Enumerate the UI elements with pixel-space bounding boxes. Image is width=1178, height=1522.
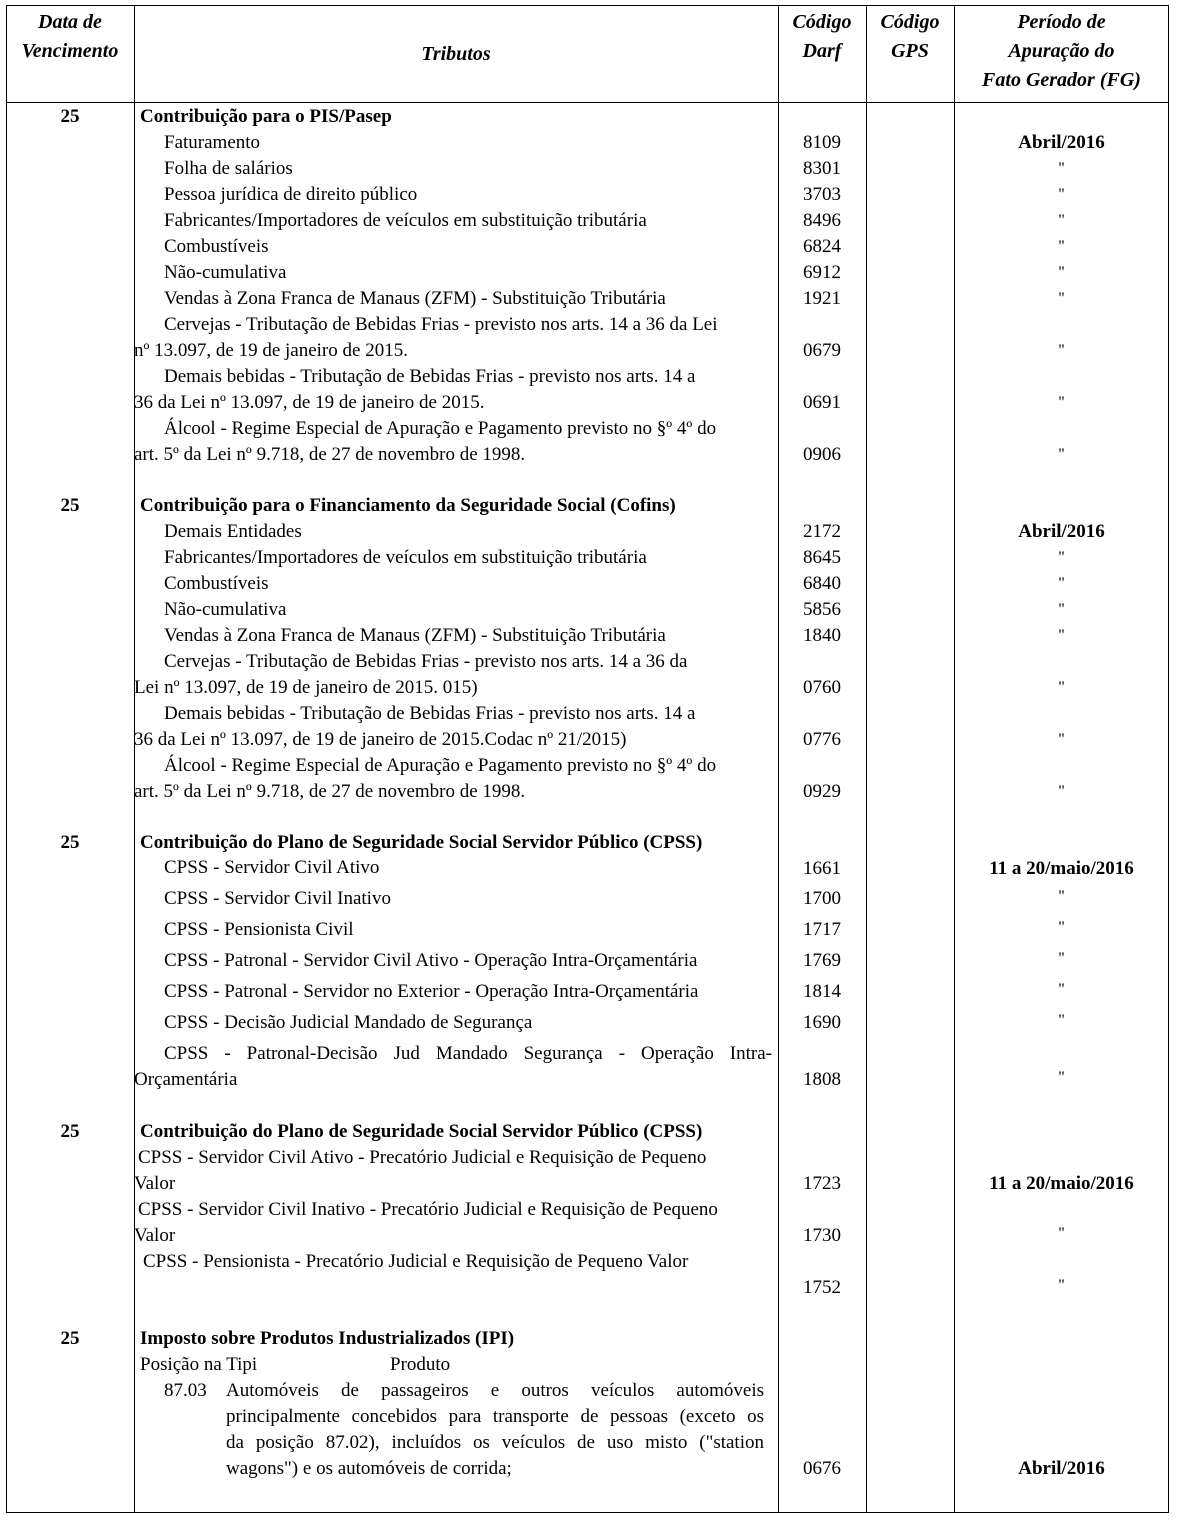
darf-code: 1840 bbox=[803, 625, 841, 646]
row-label: Álcool - Regime Especial de Apuração e Pagamento previsto no §º 4º do bbox=[164, 418, 717, 439]
darf-code: 0676 bbox=[803, 1458, 841, 1479]
ditto-mark: " bbox=[1058, 238, 1065, 255]
darf-code: 1769 bbox=[803, 950, 841, 971]
row-label: Vendas à Zona Franca de Manaus (ZFM) - Substituição Tributária bbox=[164, 288, 666, 309]
ditto-mark: " bbox=[1058, 919, 1065, 936]
row-label: CPSS - Patronal - Servidor Civil Ativo - Operação Intra-Orçamentária bbox=[164, 950, 698, 971]
darf-code: 0679 bbox=[803, 340, 841, 361]
row-label: CPSS - Servidor Civil Inativo - Precatório Judicial e Requisição de Pequeno bbox=[138, 1199, 718, 1220]
section-title: Contribuição para o Financiamento da Seguridade Social (Cofins) bbox=[140, 495, 676, 516]
row-label: Pessoa jurídica de direito público bbox=[164, 184, 418, 205]
row-label-continued: nº 13.097, de 19 de janeiro de 2015. bbox=[134, 340, 408, 361]
darf-code: 8496 bbox=[803, 210, 841, 231]
row-label: Álcool - Regime Especial de Apuração e Pagamento previsto no §º 4º do bbox=[164, 755, 717, 776]
ditto-mark: " bbox=[1058, 950, 1065, 967]
darf-code: 0906 bbox=[803, 444, 841, 465]
row-label: CPSS - Pensionista Civil bbox=[164, 919, 354, 940]
row-label: CPSS - Servidor Civil Ativo bbox=[164, 857, 380, 878]
ditto-mark: " bbox=[1058, 679, 1065, 696]
header-data-vencimento: Data de Vencimento bbox=[21, 11, 119, 62]
row-label: Cervejas - Tributação de Bebidas Frias - previsto nos arts. 14 a 36 da Lei bbox=[164, 314, 718, 335]
darf-code: 1700 bbox=[803, 888, 841, 909]
darf-code: 1921 bbox=[803, 288, 841, 309]
darf-code: 8645 bbox=[803, 547, 841, 568]
row-label: Demais Entidades bbox=[164, 521, 302, 542]
period: 11 a 20/maio/2016 bbox=[989, 858, 1134, 879]
product-description: wagons") e os automóveis de corrida; bbox=[226, 1458, 512, 1479]
header-divider bbox=[6, 102, 1169, 103]
darf-code: 1808 bbox=[803, 1069, 841, 1090]
ditto-mark: " bbox=[1058, 446, 1065, 463]
section-title: Imposto sobre Produtos Industrializados (IPI) bbox=[140, 1328, 515, 1349]
header-codigo-darf: Código Darf bbox=[792, 11, 852, 62]
row-label: CPSS - Patronal-Decisão Jud Mandado Segurança - Operação Intra- bbox=[164, 1043, 772, 1064]
darf-code: 1723 bbox=[803, 1173, 841, 1194]
row-label: CPSS - Pensionista - Precatório Judicial e Requisição de Pequeno Valor bbox=[143, 1251, 689, 1272]
row-label: Cervejas - Tributação de Bebidas Frias - previsto nos arts. 14 a 36 da bbox=[164, 651, 688, 672]
darf-code: 0760 bbox=[803, 677, 841, 698]
due-date: 25 bbox=[60, 106, 80, 127]
ditto-mark: " bbox=[1058, 627, 1065, 644]
row-label-continued: Valor bbox=[134, 1173, 176, 1194]
darf-code: 0691 bbox=[803, 392, 841, 413]
ditto-mark: " bbox=[1058, 342, 1065, 359]
row-label-continued: Lei nº 13.097, de 19 de janeiro de 2015. 015) bbox=[134, 677, 478, 698]
period: 11 a 20/maio/2016 bbox=[989, 1173, 1134, 1194]
ditto-mark: " bbox=[1058, 1012, 1065, 1029]
row-label: Fabricantes/Importadores de veículos em substituição tributária bbox=[164, 547, 647, 568]
darf-code: 6912 bbox=[803, 262, 841, 283]
due-date: 25 bbox=[60, 832, 80, 853]
row-label: Vendas à Zona Franca de Manaus (ZFM) - Substituição Tributária bbox=[164, 625, 666, 646]
header-codigo-gps: Código GPS bbox=[880, 11, 940, 62]
darf-code: 2172 bbox=[803, 521, 841, 542]
row-label: Folha de salários bbox=[164, 158, 293, 179]
section-title: Contribuição para o PIS/Pasep bbox=[140, 106, 392, 127]
ditto-mark: " bbox=[1058, 212, 1065, 229]
due-date: 25 bbox=[60, 495, 80, 516]
row-label: CPSS - Servidor Civil Inativo bbox=[164, 888, 391, 909]
period: Abril/2016 bbox=[1018, 1458, 1105, 1479]
column-divider bbox=[134, 5, 135, 1513]
darf-code: 1752 bbox=[803, 1277, 841, 1298]
ditto-mark: " bbox=[1058, 549, 1065, 566]
ditto-mark: " bbox=[1058, 888, 1065, 905]
ditto-mark: " bbox=[1058, 1277, 1065, 1294]
darf-code: 8109 bbox=[803, 132, 841, 153]
ditto-mark: " bbox=[1058, 264, 1065, 281]
row-label: Demais bebidas - Tributação de Bebidas Frias - previsto nos arts. 14 a bbox=[164, 366, 696, 387]
row-label-continued: 36 da Lei nº 13.097, de 19 de janeiro de 2015.Codac nº 21/2015) bbox=[134, 729, 627, 750]
tipi-position: 87.03 bbox=[164, 1380, 207, 1401]
row-label-continued: Valor bbox=[134, 1225, 176, 1246]
darf-code: 0776 bbox=[803, 729, 841, 750]
ditto-mark: " bbox=[1058, 731, 1065, 748]
row-label: CPSS - Patronal - Servidor no Exterior - Operação Intra-Orçamentária bbox=[164, 981, 699, 1002]
period: Abril/2016 bbox=[1018, 521, 1105, 542]
ditto-mark: " bbox=[1058, 1069, 1065, 1086]
product-description: Automóveis de passageiros e outros veículos automóveis bbox=[226, 1380, 764, 1401]
row-label-continued: art. 5º da Lei nº 9.718, de 27 de novembro de 1998. bbox=[134, 444, 526, 465]
row-label-continued: Orçamentária bbox=[134, 1069, 238, 1090]
section-title: Contribuição do Plano de Seguridade Social Servidor Público (CPSS) bbox=[140, 832, 703, 853]
product-description: principalmente concebidos para transporte de pessoas (exceto os bbox=[226, 1406, 764, 1427]
darf-code: 5856 bbox=[803, 599, 841, 620]
darf-code: 1730 bbox=[803, 1225, 841, 1246]
row-label-continued: art. 5º da Lei nº 9.718, de 27 de novembro de 1998. bbox=[134, 781, 526, 802]
ditto-mark: " bbox=[1058, 575, 1065, 592]
darf-code: 6840 bbox=[803, 573, 841, 594]
ditto-mark: " bbox=[1058, 290, 1065, 307]
row-label: Faturamento bbox=[164, 132, 261, 153]
row-label-continued: 36 da Lei nº 13.097, de 19 de janeiro de 2015. bbox=[134, 392, 485, 413]
section-title: Contribuição do Plano de Seguridade Social Servidor Público (CPSS) bbox=[140, 1121, 703, 1142]
darf-code: 1717 bbox=[803, 919, 841, 940]
darf-code: 1814 bbox=[803, 981, 841, 1002]
row-label: Combustíveis bbox=[164, 573, 269, 594]
ditto-mark: " bbox=[1058, 1225, 1065, 1242]
ditto-mark: " bbox=[1058, 186, 1065, 203]
row-label: CPSS - Decisão Judicial Mandado de Segurança bbox=[164, 1012, 533, 1033]
ditto-mark: " bbox=[1058, 160, 1065, 177]
row-label: Demais bebidas - Tributação de Bebidas Frias - previsto nos arts. 14 a bbox=[164, 703, 696, 724]
row-label: Não-cumulativa bbox=[164, 262, 287, 283]
ditto-mark: " bbox=[1058, 394, 1065, 411]
row-label: Fabricantes/Importadores de veículos em substituição tributária bbox=[164, 210, 647, 231]
header-periodo: Período de Apuração do Fato Gerador (FG) bbox=[982, 11, 1141, 91]
header-tributos: Tributos bbox=[421, 43, 491, 65]
ditto-mark: " bbox=[1058, 981, 1065, 998]
row-label: Combustíveis bbox=[164, 236, 269, 257]
period: Abril/2016 bbox=[1018, 132, 1105, 153]
darf-code: 0929 bbox=[803, 781, 841, 802]
column-label-product: Produto bbox=[390, 1354, 451, 1375]
darf-code: 8301 bbox=[803, 158, 841, 179]
row-label: Não-cumulativa bbox=[164, 599, 287, 620]
ditto-mark: " bbox=[1058, 601, 1065, 618]
darf-code: 6824 bbox=[803, 236, 841, 257]
column-label-position: Posição na Tipi bbox=[140, 1354, 258, 1375]
ditto-mark: " bbox=[1058, 783, 1065, 800]
product-description: da posição 87.02), incluídos os veículos de uso misto ("station bbox=[226, 1432, 764, 1453]
column-divider bbox=[866, 5, 867, 1513]
due-date: 25 bbox=[60, 1328, 80, 1349]
due-date: 25 bbox=[60, 1121, 80, 1142]
darf-code: 1690 bbox=[803, 1012, 841, 1033]
darf-code: 1661 bbox=[803, 858, 841, 879]
darf-code: 3703 bbox=[803, 184, 841, 205]
row-label: CPSS - Servidor Civil Ativo - Precatório Judicial e Requisição de Pequeno bbox=[138, 1147, 707, 1168]
